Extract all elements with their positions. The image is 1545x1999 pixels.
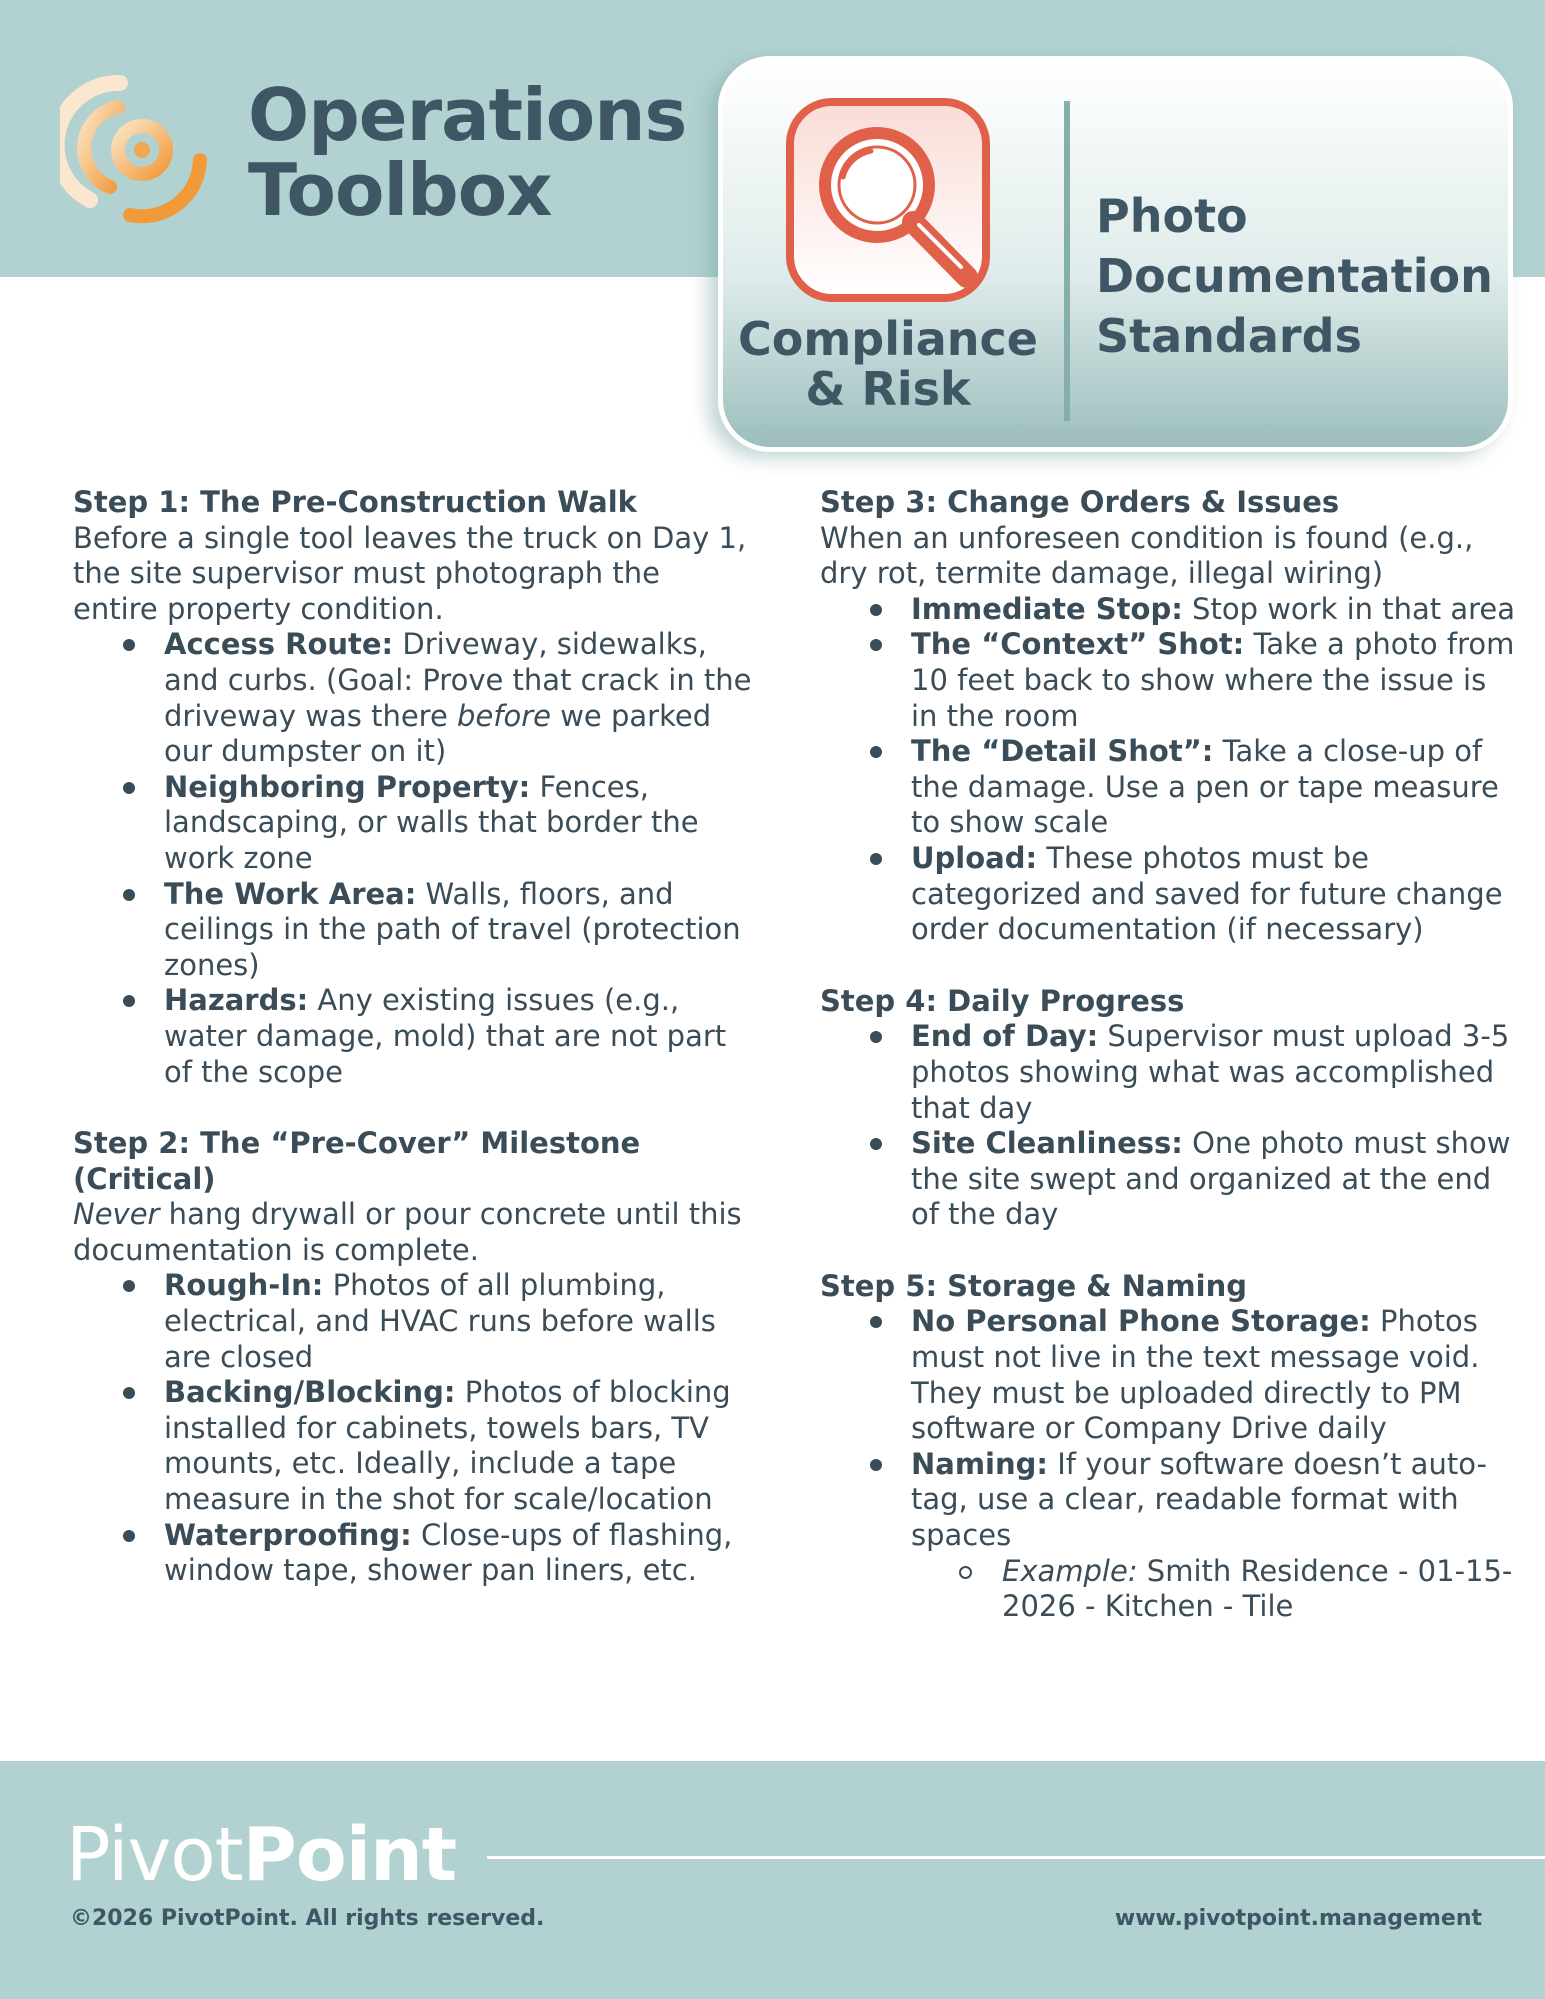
pivotpoint-logo-icon: [60, 75, 210, 225]
item-text: If your software doesn’t auto-tag, use a clear, readable format with spaces: [911, 1446, 1487, 1553]
step3-intro: When an unforeseen condition is found (e.g., dry rot, termite damage, illegal wiring): [820, 520, 1474, 591]
website-link[interactable]: www.pivotpoint.management: [1114, 1906, 1482, 1931]
example-list: [911, 1554, 1520, 1625]
item-text: Photos of all plumbing, electrical, and HVAC runs before walls are closed: [164, 1268, 716, 1374]
step1-list: [73, 627, 753, 1090]
step2-intro: [73, 1197, 753, 1268]
brand-part-2: Point: [242, 1812, 457, 1898]
step2-list: [73, 1268, 753, 1588]
list-item: [73, 1268, 753, 1375]
doc-title-line-1: Photo: [1096, 189, 1248, 243]
page-title: [248, 73, 687, 232]
item-text: Close-ups of flashing, window tape, shower pan liners, etc.: [164, 1517, 733, 1588]
right-column: [820, 485, 1520, 1625]
doc-title-line-3: Standards: [1096, 309, 1362, 363]
item-text: Stop work in that area: [1182, 591, 1516, 626]
list-item: [820, 1304, 1520, 1446]
title-line-1: Operations: [248, 73, 687, 157]
step3-heading: Step 3: Change Orders & Issues: [820, 485, 1340, 519]
item-label: The “Detail Shot”:: [911, 734, 1214, 769]
item-text: Supervisor must upload 3-5 photos showing what was accomplished that day: [911, 1019, 1510, 1125]
list-item: [73, 1375, 753, 1517]
left-column: [73, 485, 753, 1589]
list-item: [820, 841, 1520, 948]
document-title: [1096, 186, 1493, 366]
list-item: [73, 983, 753, 1090]
list-item: [820, 627, 1520, 734]
intro-text: hang drywall or pour concrete until this documentation is complete.: [73, 1197, 742, 1267]
item-text: One photo must show the site swept and organized at the end of the day: [911, 1126, 1511, 1232]
category-line-1: Compliance: [737, 312, 1038, 366]
item-label: The Work Area:: [164, 876, 417, 911]
list-item: [820, 734, 1520, 841]
item-text: Take a close-up of the damage. Use a pen or tape measure to show scale: [911, 734, 1499, 840]
item-text: Any existing issues (e.g., water damage, mold) that are not part of the scope: [164, 983, 727, 1089]
example-text: Smith Residence - 01-15-2026 - Kitchen - Tile: [1002, 1553, 1513, 1624]
magnifier-icon: [785, 97, 991, 303]
list-item: [73, 877, 753, 984]
item-label: Hazards:: [164, 983, 309, 1018]
topic-card: [718, 56, 1513, 452]
step1-intro: Before a single tool leaves the truck on Day 1, the site supervisor must photograph the entire property condition.: [73, 520, 747, 626]
category-line-2: & Risk: [805, 362, 971, 416]
item-label: Access Route:: [164, 627, 394, 662]
list-item: [820, 1019, 1520, 1126]
brand-part-1: Pivot: [66, 1812, 243, 1898]
list-item: [73, 1518, 753, 1589]
step3-list: [820, 592, 1520, 948]
intro-emphasis: Never: [73, 1197, 160, 1232]
item-text: These photos must be categorized and saved for future change order documentation (if necessary): [911, 840, 1503, 947]
item-text: Driveway, sidewalks, and curbs. (Goal: Prove that crack in the driveway was there: [164, 627, 752, 733]
footer-divider: [487, 1856, 1545, 1859]
step5-heading: Step 5: Storage & Naming: [820, 1268, 1247, 1303]
card-divider: [1064, 101, 1070, 421]
item-text: Photos of blocking installed for cabinets, towels bars, TV mounts, etc. Ideally, include a tape measure in the shot for scale/location: [164, 1375, 731, 1517]
category-label: [723, 314, 1053, 414]
item-label: Immediate Stop:: [911, 591, 1183, 626]
list-item: [820, 592, 1520, 628]
item-label: Backing/Blocking:: [164, 1375, 456, 1410]
item-label: Site Cleanliness:: [911, 1126, 1183, 1161]
step2-heading: Step 2: The “Pre-Cover” Milestone (Critical): [73, 1126, 641, 1196]
list-item: [820, 1447, 1520, 1625]
item-label: Waterproofing:: [164, 1517, 412, 1552]
item-label: Neighboring Property:: [164, 769, 531, 804]
item-label: Rough-In:: [164, 1268, 324, 1303]
item-label: Upload:: [911, 840, 1038, 875]
example-label: Example:: [1002, 1553, 1138, 1588]
item-text: Fences, landscaping, or walls that border the work zone: [164, 769, 699, 875]
list-item: [73, 770, 753, 877]
item-label: End of Day:: [911, 1019, 1099, 1054]
title-line-2: Toolbox: [248, 148, 552, 232]
step1-heading: Step 1: The Pre-Construction Walk: [73, 485, 637, 519]
item-label: No Personal Phone Storage:: [911, 1304, 1371, 1339]
list-item: [73, 627, 753, 769]
brand-wordmark: [66, 1812, 457, 1898]
item-label: Naming:: [911, 1446, 1048, 1481]
example-item: [911, 1554, 1520, 1625]
item-text: we parked our dumpster on it): [164, 698, 712, 769]
doc-title-line-2: Documentation: [1096, 249, 1493, 303]
step5-list: [820, 1304, 1520, 1624]
copyright-text: ©2026 PivotPoint. All rights reserved.: [70, 1906, 545, 1931]
item-text: Walls, floors, and ceilings in the path of travel (protection zones): [164, 876, 741, 982]
item-text: Take a photo from 10 feet back to show where the issue is in the room: [911, 627, 1515, 733]
step4-heading: Step 4: Daily Progress: [820, 983, 1185, 1018]
item-label: The “Context” Shot:: [911, 627, 1245, 662]
step4-list: [820, 1019, 1520, 1233]
item-emphasis: before: [457, 698, 551, 733]
item-text: Photos must not live in the text message void. They must be uploaded directly to PM software or Company Drive daily: [911, 1304, 1480, 1446]
list-item: [820, 1126, 1520, 1233]
